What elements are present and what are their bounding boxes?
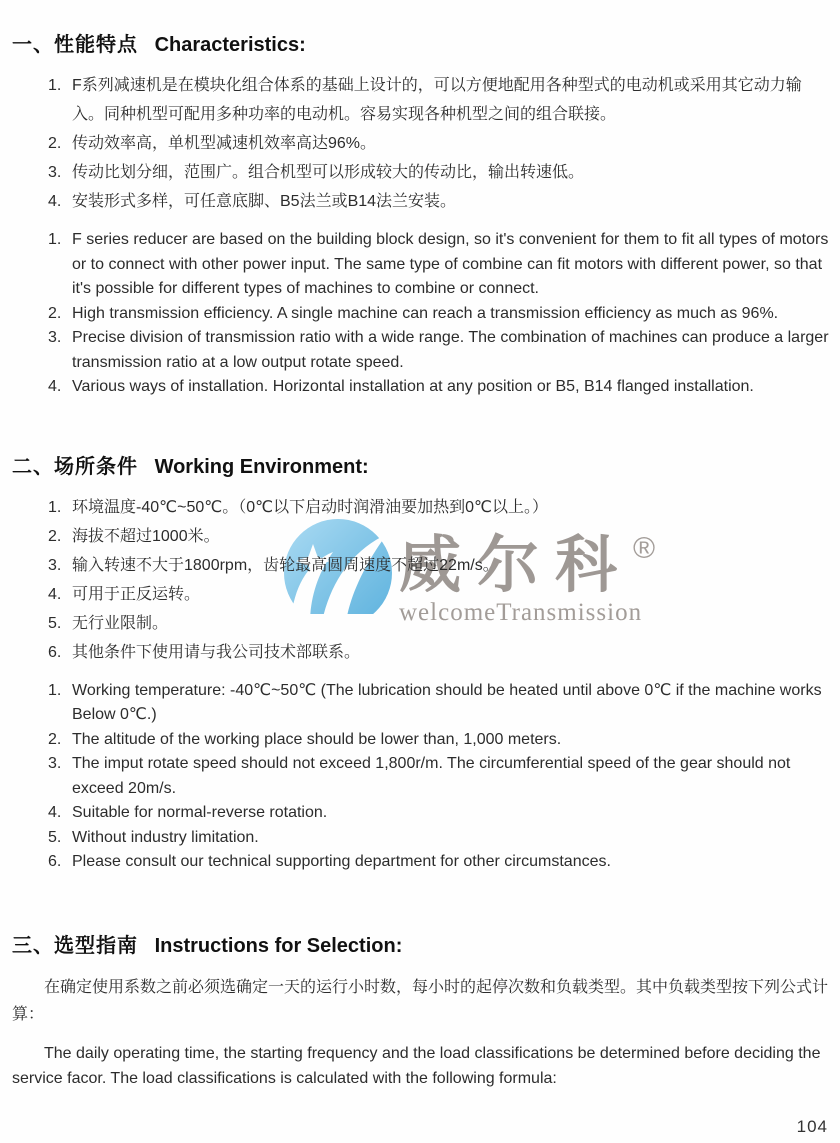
page-number: 104 [796, 1117, 828, 1136]
section-heading-cn: 二、场所条件 [12, 455, 138, 478]
list-item-text: F系列减速机是在模块化组合体系的基础上设计的，可以方便地配用各种型式的电动机或采用其它动力输入。同种机型可配用多种功率的电动机。容易实现各种机型之间的组合联接。 [72, 77, 802, 123]
list-item-text: 传动效率高，单机型减速机效率高达96%。 [72, 135, 377, 152]
list-item [48, 850, 830, 875]
section-heading [12, 400, 830, 479]
list-item-text: 其他条件下使用请与我公司技术部联系。 [72, 643, 361, 661]
list-item-number: 2. [48, 527, 62, 545]
list-item-number: 1. [48, 681, 62, 699]
working-environment-en-list [12, 667, 830, 875]
list-item-text: Working temperature: -40℃~50℃ (The lubrication should be heated until above 0℃ if the machine works Below 0℃.) [72, 681, 822, 723]
list-item [48, 728, 830, 753]
list-item-text: 安装形式多样，可任意底脚、B5法兰或B14法兰安装。 [72, 193, 457, 210]
section-heading-en: Instructions for Selection: [154, 934, 403, 957]
list-item [48, 801, 830, 826]
list-item-number: 5. [48, 828, 62, 846]
list-item [48, 580, 830, 609]
characteristics-en-list [12, 216, 830, 400]
list-item-text: The altitude of the working place should be lower than, 1,000 meters. [72, 730, 562, 748]
list-item [48, 158, 830, 187]
list-item-number: 3. [48, 556, 62, 574]
list-item-number: 4. [48, 804, 62, 821]
characteristics-cn-list [12, 57, 830, 216]
section-selection [12, 875, 830, 1091]
list-item [48, 493, 830, 522]
section-heading [12, 0, 830, 57]
list-item-text: 输入转速不大于1800rpm，齿轮最高圆周速度不超过22m/s。 [72, 556, 499, 574]
list-item [48, 609, 830, 638]
list-item [48, 679, 830, 728]
list-item-text: Suitable for normal-reverse rotation. [72, 804, 328, 821]
brand-name-en: welcomeTransmission [399, 599, 643, 626]
list-item [48, 522, 830, 551]
list-item [48, 638, 830, 667]
section-heading-cn: 三、选型指南 [12, 934, 138, 957]
list-item [48, 752, 830, 801]
list-item-text: High transmission efficiency. A single machine can reach a transmission efficiency as much as 96%. [72, 304, 779, 322]
list-item [48, 375, 830, 400]
list-item-number: 2. [48, 730, 62, 748]
list-item [48, 326, 830, 375]
list-item-text: 可用于正反运转。 [72, 585, 201, 603]
list-item-number: 1. [48, 77, 62, 94]
section-heading-en: Characteristics: [154, 34, 306, 56]
section-characteristics [12, 0, 830, 400]
list-item-text: Precise division of transmission ratio with a wide range. The combination of machines can produce a larger transmission ratio at a low output rotate speed. [72, 329, 829, 371]
list-item-text: 无行业限制。 [72, 614, 169, 632]
list-item [48, 187, 830, 216]
list-item [48, 826, 830, 851]
list-item-number: 6. [48, 643, 62, 661]
list-item-number: 3. [48, 329, 62, 346]
list-item-text: Various ways of installation. Horizontal installation at any position or B5, B14 flanged installation. [72, 378, 754, 395]
section-heading-en: Working Environment: [154, 455, 369, 478]
section-heading-cn: 一、性能特点 [12, 34, 138, 56]
list-item-number: 4. [48, 193, 62, 210]
list-item-number: 2. [48, 135, 62, 152]
list-item-text: 海拔不超过1000米。 [72, 527, 220, 545]
list-item [48, 551, 830, 580]
list-item-number: 3. [48, 755, 62, 772]
list-item-number: 4. [48, 378, 62, 395]
working-environment-cn-list [12, 479, 830, 667]
selection-paragraph-en: The daily operating time, the starting frequency and the load classifications be determined before deciding the service facor. The load classifications is calculated with the following formula: [12, 1044, 821, 1087]
list-item [48, 71, 830, 129]
list-item-number: 2. [48, 304, 62, 322]
list-item-number: 1. [48, 498, 62, 516]
brand-name-cn-text: 威尔科 [399, 531, 634, 600]
list-item-number: 3. [48, 164, 62, 181]
section-heading [12, 875, 830, 958]
section-working-environment [12, 400, 830, 875]
list-item [48, 228, 830, 302]
list-item [48, 302, 830, 327]
list-item-number: 1. [48, 231, 62, 248]
list-item-text: 环境温度-40℃~50℃。（0℃以下启动时润滑油要加热到0℃以上。） [72, 498, 548, 516]
list-item-text: Please consult our technical supporting department for other circumstances. [72, 853, 611, 870]
list-item-number: 4. [48, 585, 62, 603]
list-item-text: Without industry limitation. [72, 828, 259, 846]
selection-paragraph-cn: 在确定使用系数之前必须选确定一天的运行小时数，每小时的起停次数和负载类型。其中负载类型按下列公式计算： [12, 978, 829, 1023]
registered-trademark-icon: ® [633, 532, 656, 565]
list-item [48, 129, 830, 158]
list-item-text: The imput rotate speed should not exceed 1,800r/m. The circumferential speed of the gear should not exceed 20m/s. [72, 755, 791, 797]
list-item-text: F series reducer are based on the building block design, so it's convenient for them to fit all types of motors or to connect with other power input. The same type of combine can fit motors with different power, so that it's possible for different types of machines to combine or connect. [72, 231, 829, 297]
list-item-text: 传动比划分细，范围广。组合机型可以形成较大的传动比，输出转速低。 [72, 164, 585, 181]
list-item-number: 5. [48, 614, 62, 632]
list-item-number: 6. [48, 853, 62, 870]
